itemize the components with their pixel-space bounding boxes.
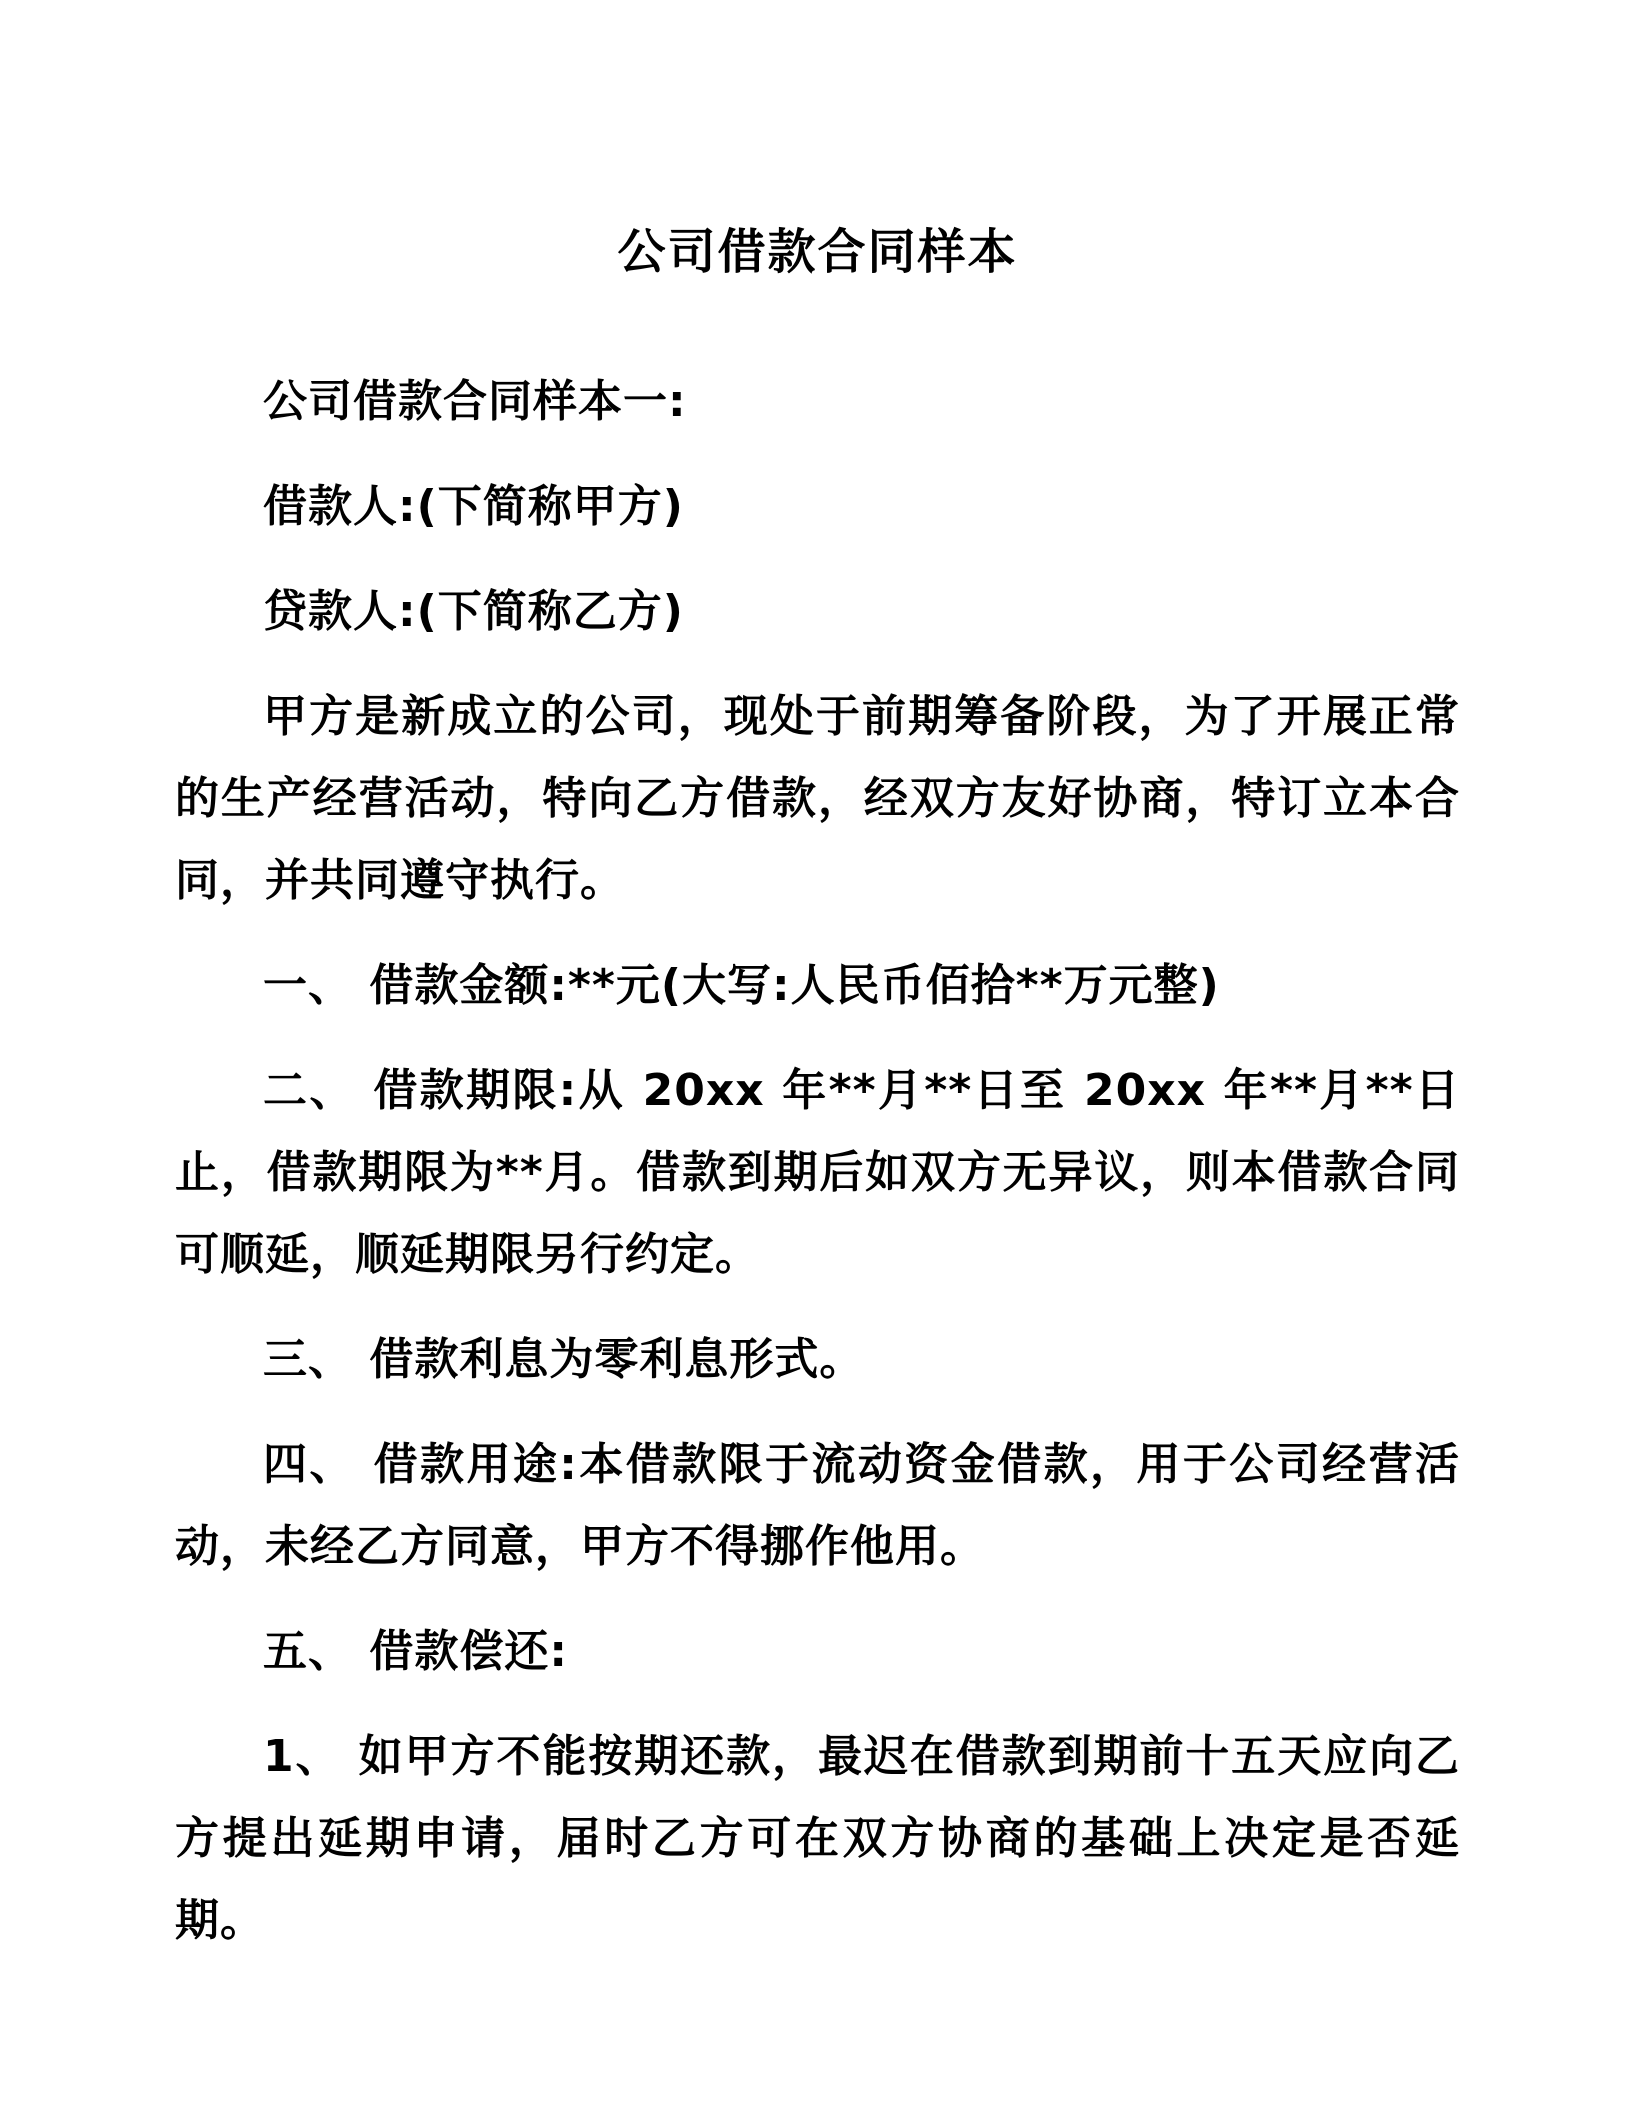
paragraph-sample-heading: 公司借款合同样本一:	[263, 376, 687, 427]
clause-2-loan-term: 二、 借款期限:从 20xx 年**月**日至 20xx 年**月**日止，借款期限为**月。借款到期后如双方无异议，则本借款合同可顺延，顺延期限另行约定。	[175, 1065, 1460, 1280]
paragraph-lender: 贷款人:(下简称乙方)	[263, 586, 684, 637]
document-title: 公司借款合同样本	[617, 224, 1018, 280]
clause-3-loan-interest: 三、 借款利息为零利息形式。	[263, 1334, 865, 1385]
clause-5-item-1-extension: 1、 如甲方不能按期还款，最迟在借款到期前十五天应向乙方提出延期申请，届时乙方可在双方协商的基础上决定是否延期。	[175, 1731, 1460, 1946]
clause-5-loan-repayment: 五、 借款偿还:	[263, 1626, 568, 1677]
clause-1-loan-amount: 一、 借款金额:**元(大写:人民币佰拾**万元整)	[263, 960, 1220, 1011]
clause-4-loan-purpose: 四、 借款用途:本借款限于流动资金借款，用于公司经营活动，未经乙方同意，甲方不得挪作他用。	[175, 1439, 1460, 1572]
paragraph-preamble: 甲方是新成立的公司，现处于前期筹备阶段，为了开展正常的生产经营活动，特向乙方借款，经双方友好协商，特订立本合同，并共同遵守执行。	[175, 691, 1460, 906]
paragraph-borrower: 借款人:(下简称甲方)	[263, 481, 684, 532]
